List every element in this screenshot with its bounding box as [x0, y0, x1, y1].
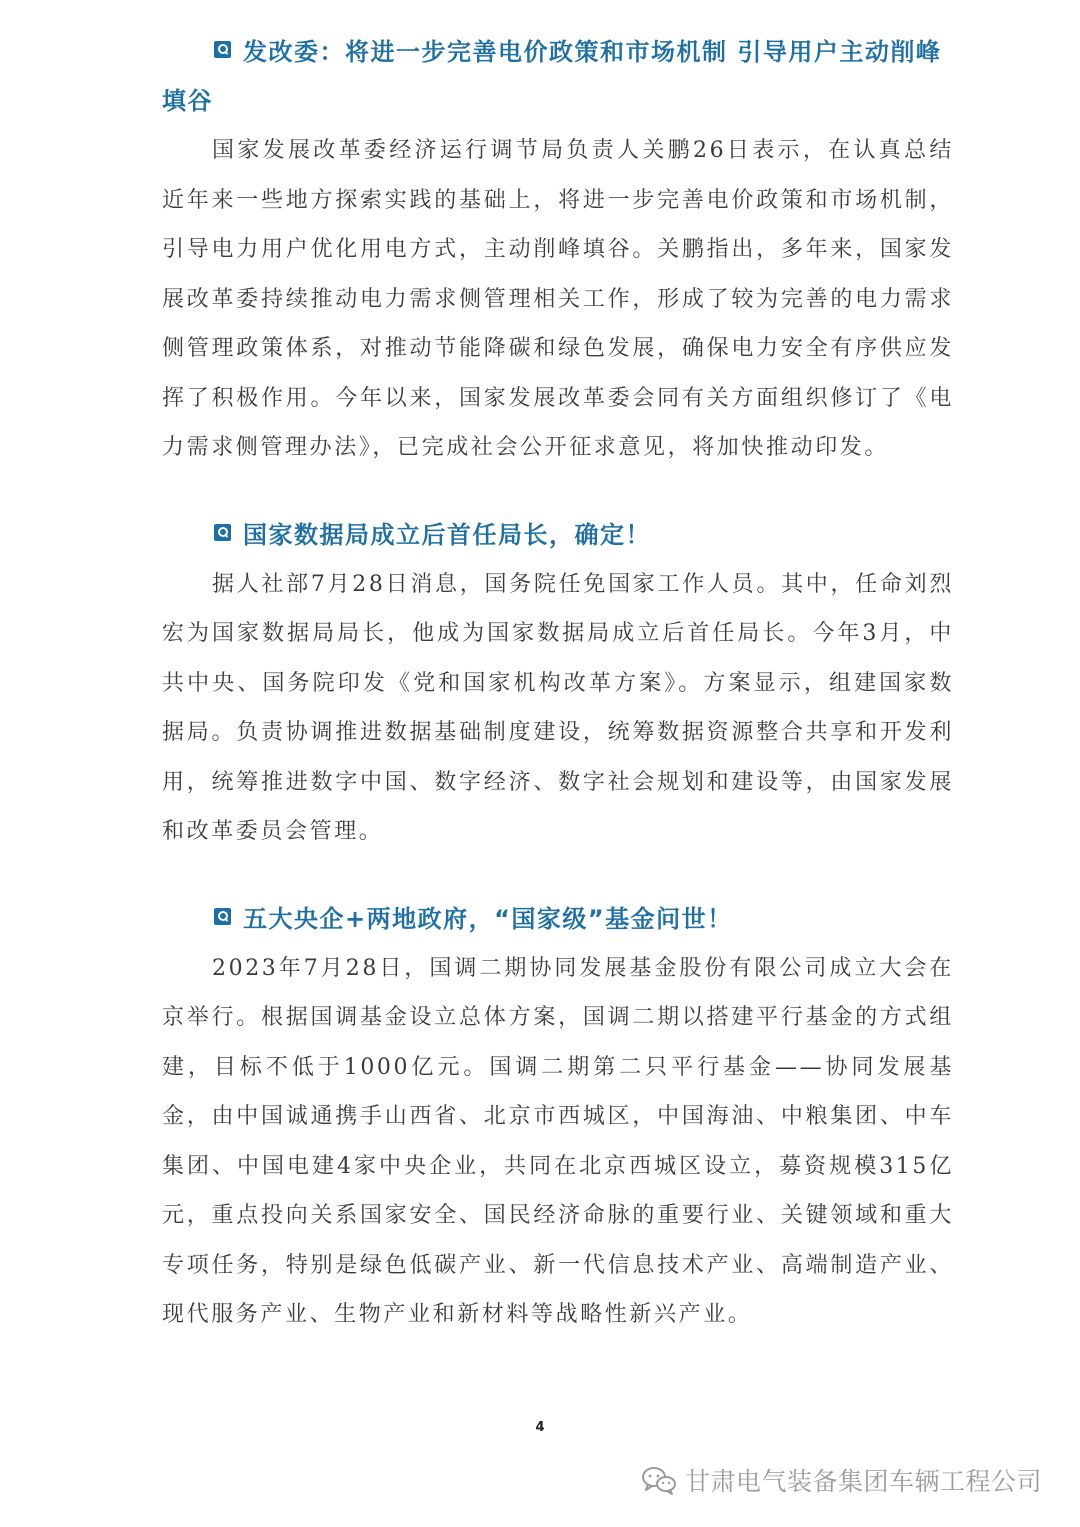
search-icon [214, 908, 231, 925]
section-heading [162, 511, 954, 560]
news-section-1 [162, 28, 954, 473]
section-paragraph: 国家发展改革委经济运行调节局负责人关鹏26日表示，在认真总结近年来一些地方探索实践的基础上，将进一步完善电价政策和市场机制，引导电力用户优化用电方式，主动削峰填谷。关鹏指出，多年来，国家发展改革委持续推动电力需求侧管理相关工作，形成了较为完善的电力需求侧管理政策体系，对推动节能降碳和绿色发展，确保电力安全有序供应发挥了积极作用。今年以来，国家发展改革委会同有关方面组织修订了《电力需求侧管理办法》，已完成社会公开征求意见，将加快推动印发。 [162, 138, 954, 460]
section-title: 五大央企+两地政府，“国家级”基金问世！ [243, 904, 733, 933]
watermark-text: 甘肃电气装备集团车辆工程公司 [684, 1467, 1042, 1496]
news-section-2 [162, 511, 954, 857]
search-icon [214, 524, 231, 541]
page-number: 4 [535, 1420, 545, 1435]
section-paragraph: 2023年7月28日，国调二期协同发展基金股份有限公司成立大会在京举行。根据国调基金设立总体方案，国调二期以搭建平行基金的方式组建，目标不低于1000亿元。国调二期第二只平行基金——协同发展基金，由中国诚通携手山西省、北京市西城区，中国海油、中粮集团、中车集团、中国电建4家中央企业，共同在北京西城区设立，募资规模315亿元，重点投向关系国家安全、国民经济命脉的重要行业、关键领域和重大专项任务，特别是绿色低碳产业、新一代信息技术产业、高端制造产业、现代服务产业、生物产业和新材料等战略性新兴产业。 [162, 955, 954, 1327]
wechat-icon [641, 1465, 677, 1495]
section-paragraph: 据人社部7月28日消息，国务院任免国家工作人员。其中，任命刘烈宏为国家数据局局长，他成为国家数据局成立后首任局长。今年3月，中共中央、国务院印发《党和国家机构改革方案》。方案显示，组建国家数据局。负责协调推进数据基础制度建设，统筹数据资源整合共享和开发利用，统筹推进数字中国、数字经济、数字社会规划和建设等，由国家发展和改革委员会管理。 [162, 571, 954, 844]
news-section-3 [162, 895, 954, 1340]
article-page [162, 28, 954, 1340]
section-title: 发改委：将进一步完善电价政策和市场机制 引导用户主动削峰填谷 [162, 38, 942, 115]
section-heading [162, 28, 954, 126]
search-icon [214, 41, 231, 58]
wechat-watermark [641, 1460, 1042, 1500]
section-title: 国家数据局成立后首任局长，确定！ [243, 520, 651, 549]
section-heading [162, 895, 954, 944]
